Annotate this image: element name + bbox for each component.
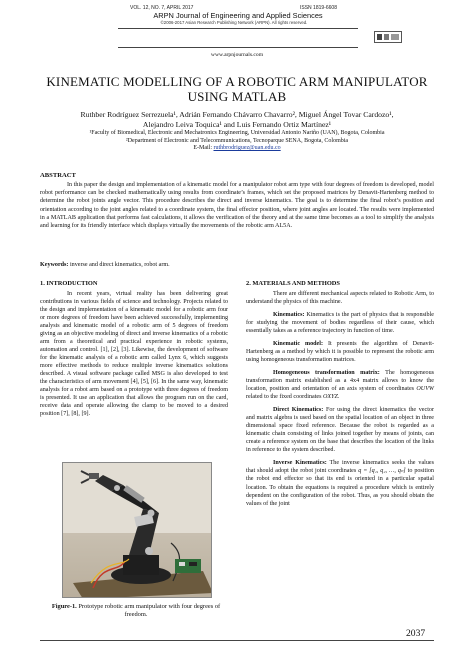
htm-var-oxyz: OXYZ	[323, 394, 338, 401]
htm-paragraph	[246, 369, 434, 401]
header-rule	[118, 28, 358, 29]
authors-line-2: Alejandro Leiva Toquica¹ and Luis Fernando Ortiz Martínez¹	[142, 119, 332, 129]
htm-var-ouvw: OUVW	[416, 386, 434, 393]
journal-name: ARPN Journal of Engineering and Applied Sciences	[153, 11, 323, 20]
intro-text: In recent years, virtual reality has been delivering great contributions in various fields of science and technology. Projects related to the design and implementation of a kinematic model for a robotic arm four or more degrees of freedom have been achieved successfully, implementing analysis and kinematic model of a robotic arm of 5 degrees of freedom giving as an objective modeling of direct and inverse kinematics of a robotic arm from a theoretical and practical experience in robotic systems, automation and control. [1], [2], [3]. Likewise, the development of software for the kinematic analysis of a robotic arm called Lynx 6, which suggests more effective methods to reduce multiple inverse kinematics solutions described. A visual software package called MSG is also developed to test the characteristics of arm movement [4], [5], [6]. In the same way, kinematic analysis for a robot arm based on a prototype with three degrees of freedom is presented. It use an application that allows the program run on the card, receive data and operate allowing the clamp to be moved to a desired position [7], [8], [9].	[40, 290, 228, 418]
inverse-kinematics-paragraph	[246, 459, 434, 507]
title-line-2: USING MATLAB	[187, 88, 287, 104]
figure-caption-text: Prototype robotic arm manipulator with four degrees of freedom.	[76, 603, 221, 618]
left-column	[40, 280, 228, 423]
materials-intro: There are different mechanical aspects related to Robotic Arm, to understand the physics of this machine.	[246, 290, 434, 305]
direct-kinematics-text: For using the direct kinematics the vector and matrix algebra is used based on the spatial location of an object in three dimensional space fixed reference. Because the robot is regarded as a kinematic chain consisting of links joined together by means of joints, can create a reference system on the base that describes the location of the links in reference to the system described.	[246, 407, 434, 454]
paper-title	[30, 75, 444, 104]
right-column	[246, 280, 434, 513]
abstract-text: In this paper the design and implementation of a kinematic model for a manipulator robot arm type with four degrees of freedom is developed, model robot performance can be checked mathematically using results from coordinate’s frames, which set the proposed matrices by Denavit-Hartenberg method to determine the robot joints angle vector. This procedure describes the direct and inverse kinematics. The goal is to determine the final robot’s position and orientation according to the joint angles related to a coordinate system, the final effector position, where joint angles are located. The results were implemented in a MATLAB application that performs fast calculations, it allows the verification of the theory and at the same time becomes as a tool to simplify the analysis and learning for its friendly interface which displays virtually the movements of the robotic arm AL5A.	[40, 182, 434, 230]
kinematic-model-paragraph	[246, 340, 434, 364]
copyright-line: ©2006-2017 Asian Research Publishing Network (ARPN). All rights reserved.	[160, 20, 308, 25]
journal-website: www.arpnjournals.com	[210, 52, 264, 58]
htm-text-c: .	[337, 394, 340, 401]
authors-line-1: Ruthber Rodríguez Serrezuela¹, Adrián Fernando Chávarro Chavarro², Miguel Ángel Tovar Cardozo¹,	[80, 110, 394, 119]
affiliation-1: ¹Faculty of Biomedical, Electronic and Mechatronics Engineering, Universidad Antonio Nariño (UAN), Bogota, Colombia	[89, 130, 385, 136]
footer-rule	[40, 640, 434, 641]
inverse-kinematics-text-a: The inverse kinematics seeks the values that should adopt the robot joint coordinates	[246, 460, 435, 475]
kinematics-paragraph	[246, 311, 434, 335]
journal-header	[0, 0, 474, 60]
issn: ISSN 1819-6608	[300, 5, 337, 11]
intro-heading: 1. INTRODUCTION	[40, 280, 98, 287]
direct-kinematics-paragraph	[246, 406, 434, 454]
htm-text-b: related to the fixed coordinates	[246, 394, 323, 401]
kinematics-text: Kinematics is the part of physics that is responsible for studying the movement of bodies regardless of their cause, which essentially takes as a reference trajectory in function of time.	[246, 311, 434, 334]
page-number: 2037	[406, 628, 426, 639]
contact-email-line	[40, 145, 434, 153]
figure-caption	[40, 603, 232, 619]
volume-info: VOL. 12, NO. 7, APRIL 2017	[130, 5, 194, 11]
inverse-kinematics-text-b: to position the robot end effector so that its end is oriented in a particular spatial location. To obtain the equations is required a procedure which is entirely dependent on the configuration of the robot. Thus, as you should obtain the values of the joint	[246, 468, 434, 507]
affiliations	[40, 130, 434, 153]
title-line-1: KINEMATIC MODELLING OF A ROBOTIC ARM MANIPULATOR	[46, 74, 428, 89]
kinematic-model-label: Kinematic model:	[273, 340, 323, 347]
htm-text-a: The homogeneous transformation matrix established as a 4x4 matrix allows to know the location, position and orientation of an axis system of coordinates	[246, 369, 435, 393]
joint-vector-equation: q = [q₁, q₂, …, qₙ]	[358, 468, 406, 475]
author-list	[40, 110, 434, 129]
kinematic-model-text: It presents the algorithm of Denavit-Hartenberg as a method by which it is possible to represent the robotic arm using homogeneous transformation matrices.	[246, 340, 434, 363]
figure-label: Figure-1.	[51, 603, 77, 610]
email-link[interactable]: ruthbrodriguez@uan.edu.co	[213, 145, 281, 152]
header-rule-bottom	[118, 47, 358, 48]
email-label: E-Mail:	[193, 145, 214, 152]
htm-label: Homogeneous transformation matrix:	[273, 369, 380, 376]
robot-arm-photo	[62, 462, 212, 598]
kinematics-label: Kinematics:	[273, 311, 305, 318]
keywords-text: inverse and direct kinematics, robot arm.	[69, 262, 170, 268]
abstract-heading: ABSTRACT	[40, 172, 76, 179]
affiliation-2: ²Department of Electronic and Telecommunications, Tecnoparque SENA, Bogota, Colombia	[125, 137, 349, 144]
arpn-logo-icon	[374, 31, 402, 43]
keywords	[40, 262, 434, 268]
inverse-kinematics-label: Inverse Kinematics:	[273, 460, 327, 467]
direct-kinematics-label: Direct Kinematics:	[273, 407, 324, 414]
keywords-label: Keywords:	[40, 262, 70, 268]
materials-heading: 2. MATERIALS AND METHODS	[246, 280, 340, 287]
